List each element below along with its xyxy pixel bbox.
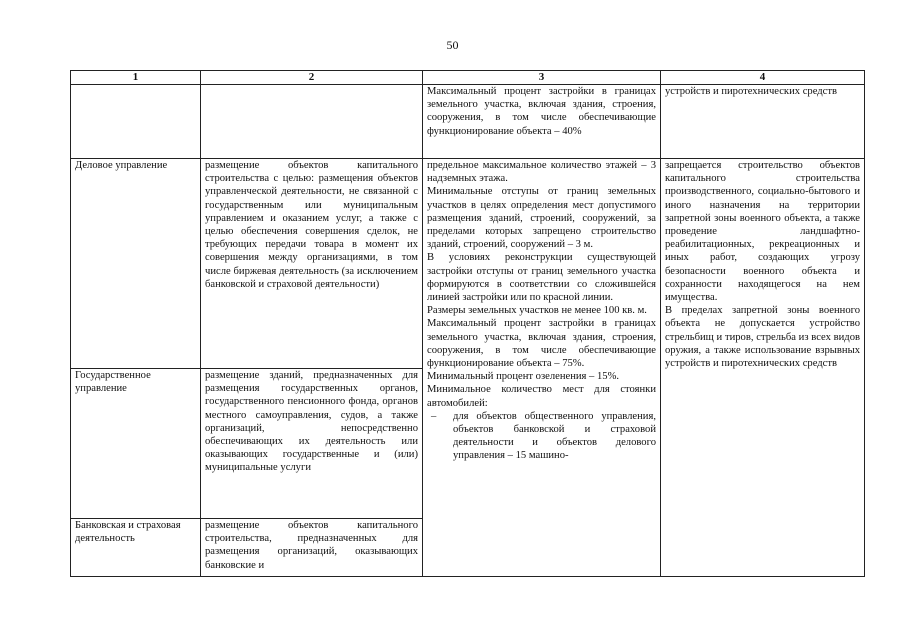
parameter-text: Размеры земельных участков не менее 100 кв. м. <box>427 305 647 317</box>
restriction-text: В пределах запретной зоны военного объекта не допускается устройство стрельбищ и тиров, стрельба из всех видов оружия, а также использование взрывных устройств и пиротехнических средств <box>665 305 860 370</box>
table-cell <box>71 85 201 159</box>
table-row <box>71 85 865 159</box>
use-type-description: размещение объектов капитального строительства, предназначенных для размещения организаций, оказывающих банковские и <box>201 519 423 577</box>
restrictions-cell <box>661 159 865 577</box>
table-cell <box>201 85 423 159</box>
use-type-name: Деловое управление <box>71 159 201 369</box>
parameter-text: В условиях реконструкции существующей застройки отступы от границ земельного участка формируются в соответствии со сложившейся линией застройки или по красной линии. <box>427 252 656 304</box>
parameter-text: Минимальное количество мест для стоянки автомобилей: <box>427 384 656 409</box>
column-header: 4 <box>661 71 865 85</box>
parameter-text: Максимальный процент застройки в границах земельного участка, включая здания, строения, сооружения, в том числе обеспечивающие функционирование объекта – 75%. <box>427 318 656 370</box>
table-cell: Максимальный процент застройки в границах земельного участка, включая здания, строения, сооружения, в том числе обеспечивающие функционирование объекта – 40% <box>423 85 661 159</box>
parameter-text: предельное максимальное количество этажей – 3 надземных этажа. <box>427 160 656 185</box>
parameter-text: Минимальный процент озеленения – 15%. <box>427 371 620 383</box>
column-header: 1 <box>71 71 201 85</box>
parameters-cell <box>423 159 661 577</box>
parameter-text: для объектов общественного управления, объектов банковской и страховой деятельности и объектов делового управления – 15 машино- <box>453 410 656 462</box>
table-row <box>71 159 865 369</box>
use-type-name: Банковская и страховая деятельность <box>71 519 201 577</box>
column-header: 2 <box>201 71 423 85</box>
page-number: 50 <box>446 38 459 52</box>
table-cell: устройств и пиротехнических средств <box>661 85 865 159</box>
use-type-name: Государственное управление <box>71 369 201 519</box>
column-header: 3 <box>423 71 661 85</box>
list-item <box>427 410 656 463</box>
table-header-row <box>71 71 865 85</box>
dash-marker: – <box>431 410 437 422</box>
use-type-description: размещение зданий, предназначенных для размещения государственных органов, государственного пенсионного фонда, органов местного самоуправления, судов, а также организаций, непосредственно обеспечивающих их деятельность или оказывающих государственные и (или) муниципальные услуги <box>201 369 423 519</box>
use-type-description: размещение объектов капитального строительства с целью: размещения объектов управленческой деятельности, не связанной с государственным или муниципальным управлением и оказанием услуг, а также с целью обеспечения совершения сделок, не требующих передачи товара в момент их совершения между организациями, в том числе биржевая деятельность (за исключением банковской и страховой деятельности) <box>201 159 423 369</box>
parameter-text: Минимальные отступы от границ земельных участков в целях определения мест допустимого размещения зданий, строений, сооружений, за пределами которых запрещено строительство зданий, строений, сооружений – 3 м. <box>427 186 656 251</box>
restriction-text: запрещается строительство объектов капитального строительства производственного, социально-бытового и иного назначения на территории запретной зоны военного объекта, а также проведение ландшафтно-реабилитационных, рекреационных и иных работ, создающих угрозу безопасности военного объекта и сохранности находящегося на нем имущества. <box>665 160 860 304</box>
zoning-table <box>70 70 865 577</box>
